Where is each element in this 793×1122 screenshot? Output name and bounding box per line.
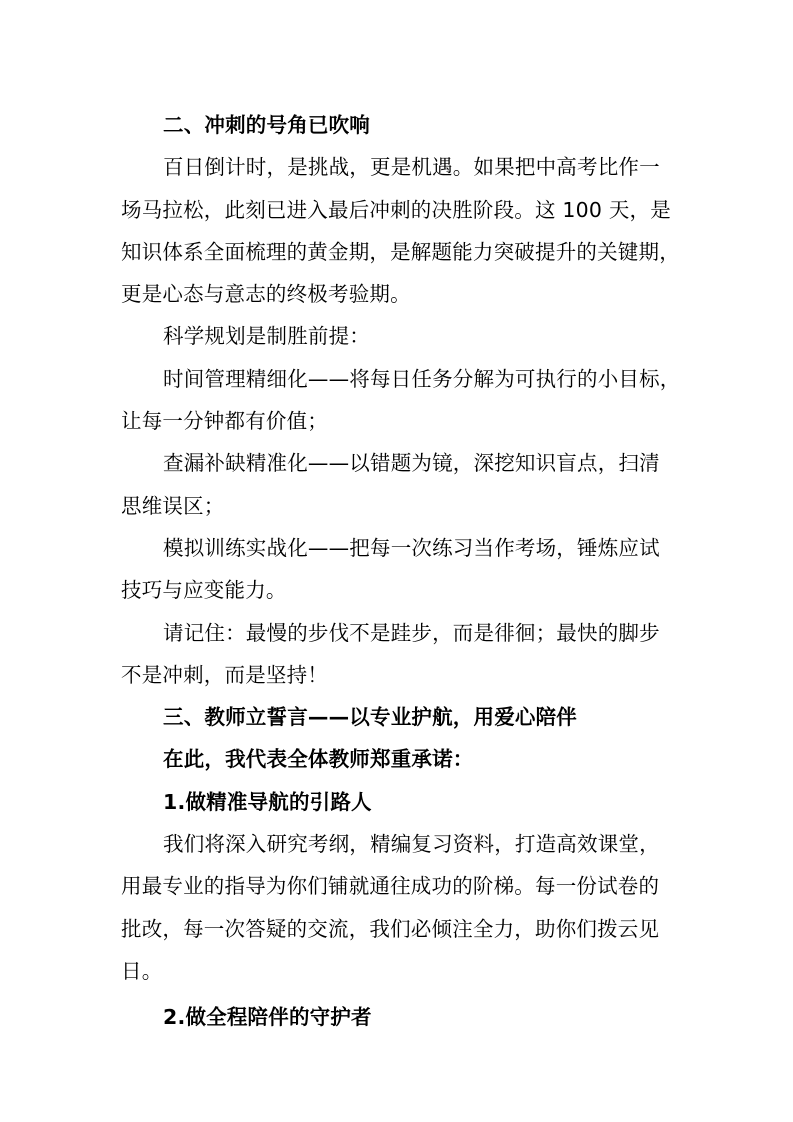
text-line: 模拟训练实战化——把每一次练习当作考场，锤炼应试 [163,535,660,560]
paragraph-plan-intro: 科学规划是制胜前提： [163,324,370,349]
text-line: 知识体系全面梳理的黄金期，是解题能力突破提升的关键期， [121,239,680,264]
paragraph-review [121,442,681,527]
text-line: 让每一分钟都有价值； [121,409,328,434]
paragraph-remember [121,612,681,697]
document-body [121,104,681,1039]
text-line: 批改，每一次答疑的交流，我们必倾注全力，助你们拨云见 [121,916,660,941]
paragraph-navigator [121,823,681,992]
text-line: 思维误区； [121,493,225,518]
paragraph-countdown [121,146,681,315]
text-line: 用最专业的指导为你们铺就通往成功的阶梯。每一份试卷的 [121,874,660,899]
text-line: 日。 [121,958,163,983]
subheading-navigator: 1.做精准导航的引路人 [163,789,372,814]
text-line: 场马拉松，此刻已进入最后冲刺的决胜阶段。这 100 天，是 [121,197,671,222]
text-line: 百日倒计时，是挑战，更是机遇。如果把中高考比作一 [163,155,660,180]
text-line: 我们将深入研究考纲，精编复习资料，打造高效课堂， [163,832,660,857]
text-line: 不是冲刺，而是坚持！ [121,662,328,687]
text-line: 更是心态与意志的终极考验期。 [121,282,411,307]
text-line: 技巧与应变能力。 [121,578,287,603]
paragraph-practice [121,527,681,612]
paragraph-pledge-intro: 在此，我代表全体教师郑重承诺： [163,747,474,772]
text-line: 查漏补缺精准化——以错题为镜，深挖知识盲点，扫清 [163,451,660,476]
section-heading-teacher-pledge: 三、教师立誓言——以专业护航，用爱心陪伴 [163,705,577,730]
text-line: 请记住：最慢的步伐不是跬步，而是徘徊；最快的脚步 [163,620,660,645]
subheading-guardian: 2.做全程陪伴的守护者 [163,1005,372,1030]
text-line: 时间管理精细化——将每日任务分解为可执行的小目标， [163,366,681,391]
paragraph-time-management [121,358,681,443]
section-heading-sprint: 二、冲刺的号角已吹响 [163,113,370,137]
